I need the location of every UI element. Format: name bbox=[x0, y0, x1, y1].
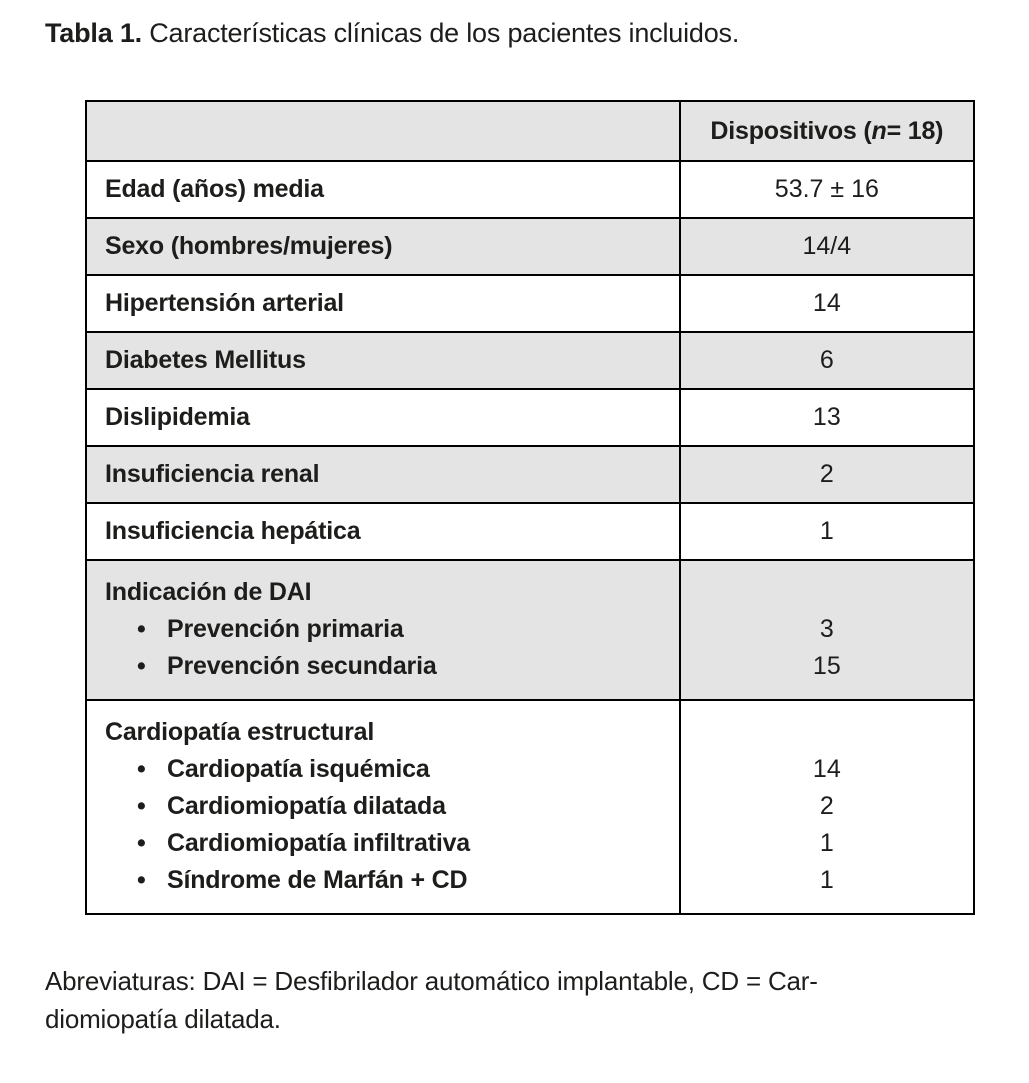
row-value: 1 bbox=[819, 829, 834, 857]
row-value: 2 bbox=[679, 447, 973, 502]
row-label: Hipertensión arterial bbox=[105, 289, 344, 317]
bullet-item-label: Cardiomiopatía infiltrativa bbox=[167, 829, 470, 857]
row-value: 6 bbox=[679, 333, 973, 388]
footnote-line-1: Abreviaturas: DAI = Desfibrilador automático implantable, CD = Car- bbox=[45, 966, 818, 996]
row-label: Sexo (hombres/mujeres) bbox=[105, 232, 393, 260]
row-label: Dislipidemia bbox=[105, 403, 250, 431]
table-caption-label: Tabla 1. bbox=[45, 18, 142, 48]
header-value-n: n bbox=[871, 116, 887, 145]
bullet-item bbox=[105, 751, 679, 788]
row-value: 3 bbox=[819, 615, 834, 643]
table-row bbox=[87, 559, 973, 699]
table-caption-text: Características clínicas de los pacientes incluidos. bbox=[141, 18, 740, 48]
bullet-item-label: Cardiomiopatía dilatada bbox=[167, 792, 446, 820]
header-value-cell bbox=[679, 102, 973, 160]
row-value: 14 bbox=[679, 276, 973, 331]
group-value-cell bbox=[679, 701, 973, 913]
group-value-spacer bbox=[681, 574, 973, 611]
bullet-item bbox=[105, 788, 679, 825]
group-value-spacer bbox=[681, 714, 973, 751]
bullet-icon: • bbox=[137, 615, 146, 643]
bullet-item bbox=[105, 825, 679, 862]
table-header-row bbox=[87, 102, 973, 160]
footnote-line-2: diomiopatía dilatada. bbox=[45, 1004, 281, 1034]
row-value: 53.7 ± 16 bbox=[679, 162, 973, 217]
table-row bbox=[87, 274, 973, 331]
row-value: 1 bbox=[819, 866, 834, 894]
footnote bbox=[45, 962, 818, 1038]
row-label: Insuficiencia hepática bbox=[105, 517, 361, 545]
bullet-item bbox=[105, 648, 679, 685]
table-row bbox=[87, 445, 973, 502]
bullet-item-label: Prevención primaria bbox=[167, 615, 404, 643]
bullet-icon: • bbox=[137, 755, 146, 783]
row-value: 14/4 bbox=[679, 219, 973, 274]
row-value: 14 bbox=[812, 755, 841, 783]
table-row bbox=[87, 160, 973, 217]
row-value: 15 bbox=[812, 652, 841, 680]
bullet-item-label: Cardiopatía isquémica bbox=[167, 755, 430, 783]
bullet-item bbox=[105, 611, 679, 648]
row-value: 13 bbox=[679, 390, 973, 445]
table-row bbox=[87, 217, 973, 274]
group-value-cell bbox=[679, 561, 973, 699]
table-body bbox=[87, 160, 973, 913]
row-label: Edad (años) media bbox=[105, 175, 324, 203]
table-row bbox=[87, 331, 973, 388]
row-label: Diabetes Mellitus bbox=[105, 346, 306, 374]
header-value-prefix: Dispositivos ( bbox=[710, 116, 872, 145]
row-label: Insuficiencia renal bbox=[105, 460, 320, 488]
row-value: 1 bbox=[679, 504, 973, 559]
table-caption bbox=[45, 18, 739, 49]
group-label-cell bbox=[87, 701, 679, 913]
bullet-icon: • bbox=[137, 829, 146, 857]
header-value-suffix: = 18) bbox=[886, 116, 944, 145]
bullet-item-label: Síndrome de Marfán + CD bbox=[167, 866, 468, 894]
row-value: 2 bbox=[819, 792, 834, 820]
table-row bbox=[87, 502, 973, 559]
table-row bbox=[87, 388, 973, 445]
header-empty-cell bbox=[87, 102, 679, 160]
bullet-item bbox=[105, 862, 679, 899]
bullet-item-label: Prevención secundaria bbox=[167, 652, 437, 680]
bullet-icon: • bbox=[137, 866, 146, 894]
data-table bbox=[85, 100, 975, 915]
group-label: Cardiopatía estructural bbox=[105, 718, 375, 746]
table-row bbox=[87, 699, 973, 913]
group-label: Indicación de DAI bbox=[105, 578, 312, 606]
bullet-icon: • bbox=[137, 652, 146, 680]
bullet-icon: • bbox=[137, 792, 146, 820]
group-label-cell bbox=[87, 561, 679, 699]
